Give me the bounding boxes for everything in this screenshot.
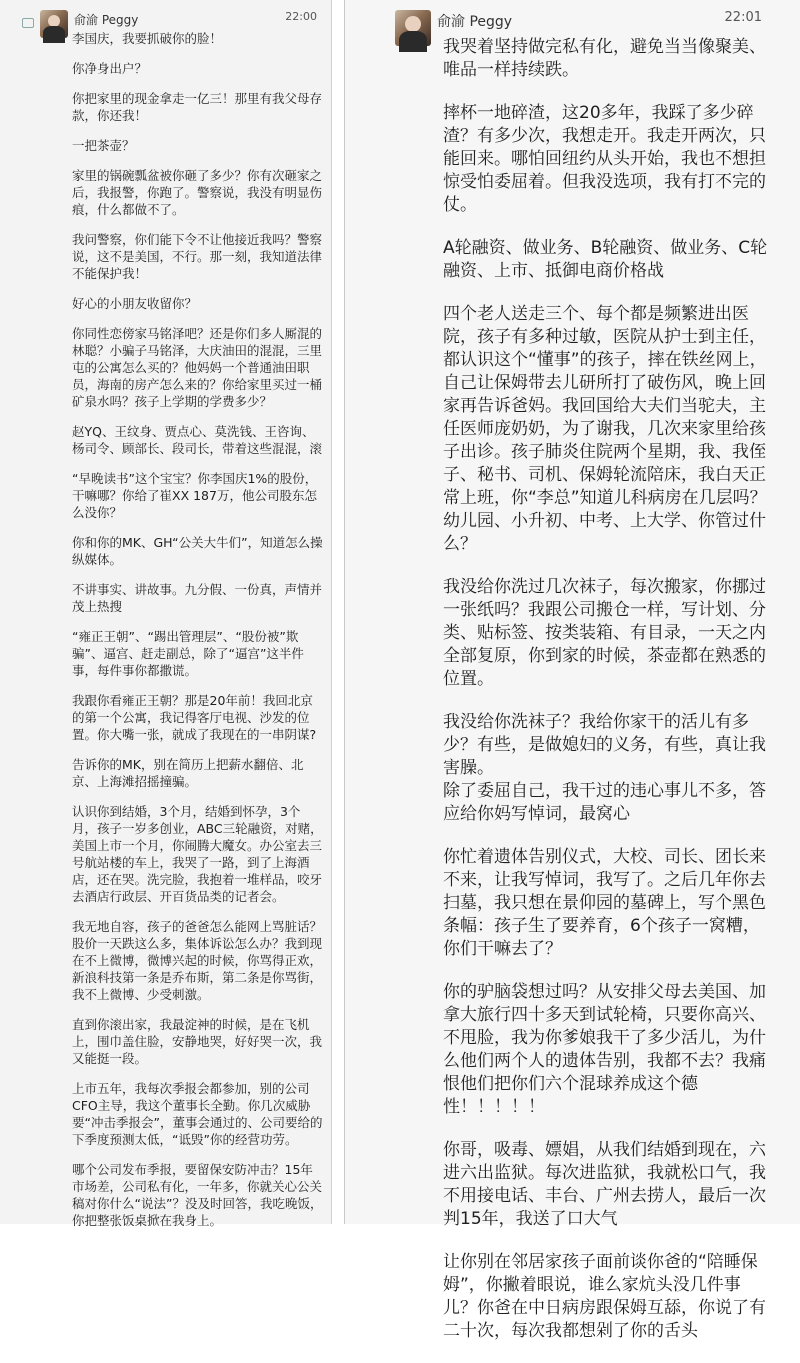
sender-avatar[interactable] <box>40 10 68 38</box>
message-paragraph: 你和你的MK、GH“公关大牛们”，知道怎么操纵媒体。 <box>72 535 323 567</box>
message-paragraph: 我跟你看雍正王朝？那是20年前！我回北京的第一个公寓，我记得客厅电视、沙发的位置。你大嘴一张，就成了我现在的一串阴谋? <box>72 693 317 742</box>
message-paragraph: 你的驴脑袋想过吗？从安排父母去美国、加拿大旅行四十多天到试轮椅，只要你高兴、不甩脸，我为你爹娘我干了多少活儿，为什么他们两个人的遗体告别，我都不去？我痛恨他们把你们六个混球养成这个德性！！！！！ <box>443 982 766 1117</box>
message-paragraph: 我无地自容，孩子的爸爸怎么能网上骂脏话？股价一天跌这么多，集体诉讼怎么办？我到现在不上微博，微博兴起的时候，你骂得正欢，新浪科技第一条是乔布斯，第二条是你骂街，我不上微博、少受刺激。 <box>72 919 323 1002</box>
message-paragraph: 直到你滚出家，我最淀神的时候，是在飞机上，围巾盖住脸，安静地哭，好好哭一次，我又能挺一段。 <box>72 1017 323 1066</box>
message-paragraph: 上市五年，我每次季报会都参加，别的公司CFO主导，我这个董事长全勤。你几次威胁要“冲击季报会”，董事会通过的、公司要给的下季度预测太低，“诋毁”你的经营功劳。 <box>72 1081 323 1147</box>
message-paragraph: 摔杯一地碎渣，这20多年，我踩了多少碎渣？有多少次，我想走开。我走开两次，只能回来。哪怕回纽约从头开始，我也不想担惊受怕委屈着。但我没选项，我有打不完的仗。 <box>443 103 766 215</box>
sender-avatar[interactable] <box>395 10 431 46</box>
message-paragraph: 好心的小朋友收留你？ <box>72 296 198 311</box>
right-chat-panel <box>344 0 800 1341</box>
message-timestamp: 22:01 <box>724 10 762 25</box>
sender-name: 俞渝 Peggy <box>437 14 513 30</box>
message-paragraph: A轮融资、做业务、B轮融资、做业务、C轮融资、上市、抵御电商价格战 <box>443 238 768 281</box>
message-paragraph: 不讲事实、讲故事。九分假、一份真，声情并茂上热搜 <box>72 582 323 614</box>
message-paragraph: 我没给你洗过几次袜子，每次搬家，你挪过一张纸吗？我跟公司搬仓一样，写计划、分类、贴标签、按类装箱、有目录，一天之内全部复原，你到家的时候，茶壶都在熟悉的位置。 <box>443 577 766 689</box>
message-paragraph: “早晚读书”这个宝宝？你李国庆1%的股份，干嘛哪？你给了崔XX 187万，他公司股东怎么没你？ <box>72 471 318 520</box>
message-indicator-icon <box>22 18 34 28</box>
message-paragraph: 哪个公司发布季报，要留保安防冲击？15年市场差，公司私有化，一年多，你就关心公关稿对你什么“说法”？没及时回答，我吃晚饭，你把整张饭桌掀在我身上。 <box>72 1162 323 1228</box>
message-paragraph: 家里的锅碗瓢盆被你砸了多少？你有次砸家之后，我报警，你跑了。警察说，我没有明显伤痕，什么都做不了。 <box>72 168 323 217</box>
message-paragraph: 你净身出户？ <box>72 61 148 76</box>
message-paragraph: “雍正王朝”、“踢出管理层”、“股份被”欺骗”、逼宫、赶走副总，除了“逼宫”这半件事，每件事你都撒谎。 <box>72 629 304 678</box>
right-message-list <box>443 36 773 1363</box>
message-paragraph: 我没给你洗袜子？我给你家干的活儿有多少？有些，是做媳妇的义务，有些，真让我害臊。 除了委屈自己，我干过的违心事儿不多，答应给你妈写悼词，最窝心 <box>443 712 766 824</box>
message-timestamp: 22:00 <box>285 10 317 23</box>
sender-name: 俞渝 Peggy <box>74 12 139 27</box>
left-message-list <box>72 30 324 1242</box>
message-paragraph: 认识你到结婚，3个月，结婚到怀孕，3个月，孩子一岁多创业，ABC三轮融资，对赌，美国上市一个月，你闹腾大魔女。办公室去三号航站楼的车上，我哭了一路，到了上海酒店，还在哭。洗完脸，我抱着一堆样品，咬牙去酒店行政层、开百货品类的记者会。 <box>72 804 323 904</box>
message-paragraph: 赵YQ、王纹身、贾点心、莫洗钱、王咨询、杨司令、顾部长、段司长，带着这些混混，滚 <box>72 424 323 456</box>
message-paragraph: 你哥，吸毒、嫖娼，从我们结婚到现在，六进六出监狱。每次进监狱，我就松口气，我不用接电话、丰台、广州去捞人，最后一次判15年，我送了口大气 <box>443 1140 766 1229</box>
message-paragraph: 你把家里的现金拿走一亿三！那里有我父母存款，你还我！ <box>72 91 323 123</box>
message-paragraph: 告诉你的MK，别在简历上把薪水翻倍、北京、上海滩招摇撞骗。 <box>72 757 304 789</box>
message-paragraph: 一把茶壶？ <box>72 138 135 153</box>
message-paragraph: 你同性恋傍家马铭泽吧？还是你们多人厮混的林聪？小骗子马铭泽，大庆油田的混混，三里屯的公寓怎么买的？他妈妈一个普通油田职员，海南的房产怎么来的？你给家里买过一桶矿泉水吗？孩子上学期的学费多少？ <box>72 326 323 409</box>
left-chat-panel <box>0 0 332 1228</box>
message-paragraph: 让你别在邻居家孩子面前谈你爸的“陪睡保姆”，你撇着眼说，谁么家炕头没几件事儿？你爸在中日病房跟保姆互舔，你说了有二十次，每次我都想剁了你的舌头 <box>443 1252 766 1341</box>
message-paragraph: 我哭着坚持做完私有化，避免当当像聚美、唯品一样持续跌。 <box>443 37 766 80</box>
message-paragraph: 四个老人送走三个、每个都是频繁进出医院，孩子有多种过敏，医院从护士到主任，都认识这个“懂事”的孩子，摔在铁丝网上，自己让保姆带去儿研所打了破伤风，晚上回家再告诉爸妈。我回国给大夫们当驼夫，主任医师庞奶奶，为了谢我，几次来家里给孩子出诊。孩子肺炎住院两个星期，我、我侄子、秘书、司机、保姆轮流陪床，我白天正常上班，你“李总”知道儿科病房在几层吗？幼儿园、小升初、中考、上大学、你管过什么？ <box>443 304 767 554</box>
message-paragraph: 我问警察，你们能下令不让他接近我吗？警察说，这不是美国，不行。那一刻，我知道法律不能保护我！ <box>72 232 323 281</box>
message-paragraph: 你忙着遗体告别仪式，大校、司长、团长来不来，让我写悼词，我写了。之后几年你去扫墓，我只想在景仰园的墓碑上，写个黑色条幅：孩子生了要养育，6个孩子一窝糟，你们干嘛去了？ <box>443 847 766 959</box>
message-paragraph: 李国庆，我要抓破你的脸！ <box>72 31 223 46</box>
